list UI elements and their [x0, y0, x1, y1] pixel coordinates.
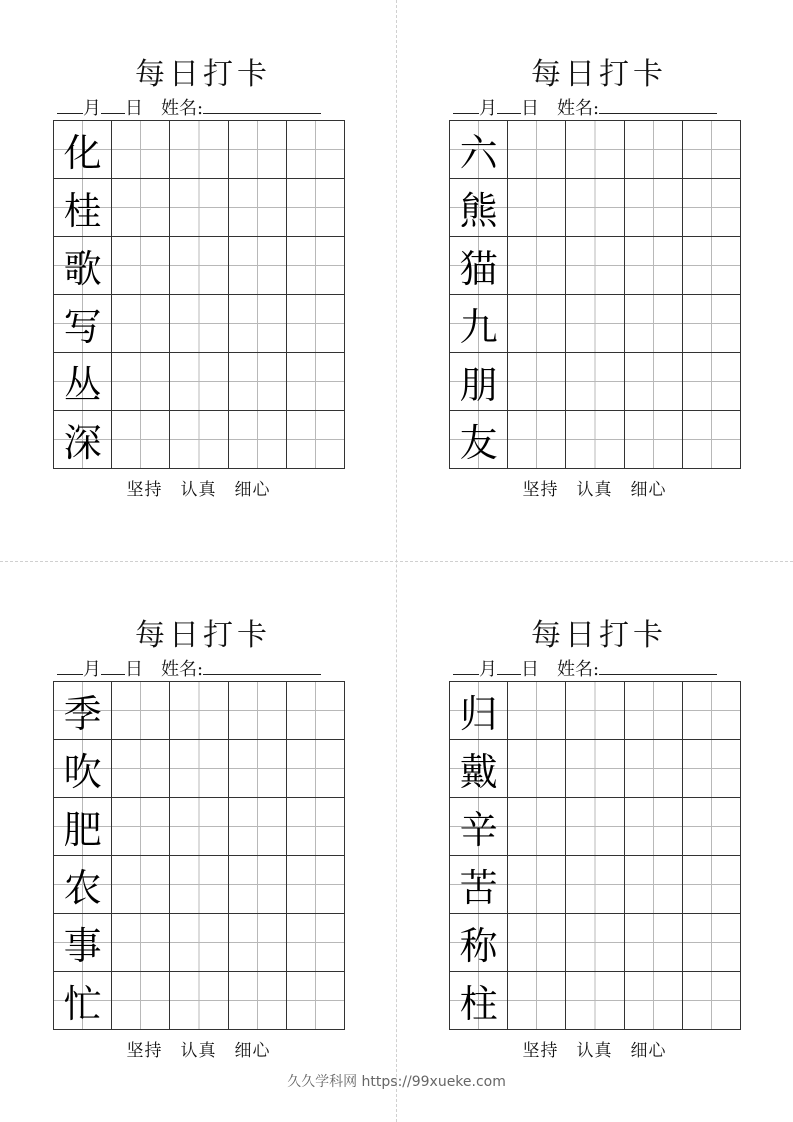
footer-watermark: 久久学科网 https://99xueke.com — [287, 1074, 506, 1090]
date-name-line — [57, 95, 321, 117]
motto-word: 细心 — [234, 1041, 271, 1061]
practice-cell[interactable] — [112, 411, 170, 469]
model-character: 化 — [63, 131, 102, 175]
month-label: 月 — [479, 659, 497, 680]
model-character: 辛 — [459, 808, 498, 852]
model-character-cell — [450, 914, 508, 972]
model-character-cell — [450, 856, 508, 914]
card-title: 每日打卡 — [531, 618, 667, 653]
practice-cell[interactable] — [287, 914, 345, 972]
model-character-cell — [450, 353, 508, 411]
practice-cell[interactable] — [287, 798, 345, 856]
practice-cell[interactable] — [112, 121, 170, 179]
practice-cell[interactable] — [229, 411, 287, 469]
practice-cell[interactable] — [112, 972, 170, 1030]
practice-cell[interactable] — [625, 295, 683, 353]
model-character-cell — [54, 914, 112, 972]
practice-cell[interactable] — [287, 411, 345, 469]
model-character-cell — [54, 682, 112, 740]
motto-line — [449, 475, 740, 500]
name-label: 姓名: — [161, 659, 204, 680]
practice-cell[interactable] — [683, 121, 741, 179]
practice-cell[interactable] — [625, 353, 683, 411]
practice-cell[interactable] — [625, 682, 683, 740]
model-character-cell — [450, 237, 508, 295]
practice-cell[interactable] — [170, 295, 228, 353]
practice-cell[interactable] — [170, 972, 228, 1030]
practice-card — [449, 55, 749, 535]
date-name-line — [453, 95, 717, 117]
practice-card — [53, 55, 353, 535]
practice-cell[interactable] — [287, 295, 345, 353]
practice-cell[interactable] — [170, 237, 228, 295]
motto-word: 认真 — [576, 1041, 613, 1061]
motto-word: 认真 — [180, 480, 217, 500]
name-label: 姓名: — [557, 98, 600, 119]
model-character-cell — [450, 179, 508, 237]
practice-cell[interactable] — [229, 798, 287, 856]
month-blank[interactable] — [57, 656, 83, 675]
practice-cell[interactable] — [625, 121, 683, 179]
practice-cell[interactable] — [229, 179, 287, 237]
name-blank[interactable] — [203, 95, 321, 114]
practice-cell[interactable] — [625, 856, 683, 914]
practice-cell[interactable] — [508, 856, 566, 914]
day-label: 日 — [521, 98, 539, 119]
model-character: 猫 — [459, 247, 498, 291]
model-character: 肥 — [63, 808, 102, 852]
practice-cell[interactable] — [683, 179, 741, 237]
motto-line — [53, 1036, 344, 1061]
practice-cell[interactable] — [683, 914, 741, 972]
practice-card — [53, 616, 353, 1096]
practice-cell[interactable] — [170, 179, 228, 237]
motto-word: 坚持 — [522, 1041, 559, 1061]
day-label: 日 — [125, 659, 143, 680]
practice-cell[interactable] — [625, 411, 683, 469]
practice-cell[interactable] — [229, 121, 287, 179]
practice-cell[interactable] — [229, 237, 287, 295]
motto-word: 坚持 — [126, 1041, 163, 1061]
motto-word: 坚持 — [522, 480, 559, 500]
practice-cell[interactable] — [112, 179, 170, 237]
practice-cell[interactable] — [508, 740, 566, 798]
model-character: 苦 — [459, 866, 498, 910]
model-character: 丛 — [63, 363, 102, 407]
practice-cell[interactable] — [683, 798, 741, 856]
model-character: 六 — [459, 131, 498, 175]
practice-cell[interactable] — [287, 972, 345, 1030]
practice-cell[interactable] — [508, 972, 566, 1030]
practice-cell[interactable] — [287, 856, 345, 914]
practice-cell[interactable] — [170, 353, 228, 411]
practice-cell[interactable] — [683, 237, 741, 295]
horizontal-cut-line — [0, 561, 793, 562]
model-character: 深 — [63, 421, 102, 465]
day-blank[interactable] — [497, 95, 521, 114]
practice-cell[interactable] — [566, 914, 624, 972]
month-blank[interactable] — [453, 95, 479, 114]
practice-cell[interactable] — [287, 682, 345, 740]
day-label: 日 — [521, 659, 539, 680]
practice-cell[interactable] — [229, 914, 287, 972]
practice-cell[interactable] — [566, 179, 624, 237]
practice-cell[interactable] — [625, 740, 683, 798]
practice-cell[interactable] — [112, 798, 170, 856]
model-character-cell — [54, 798, 112, 856]
writing-grid — [449, 681, 741, 1030]
model-character-cell — [54, 121, 112, 179]
day-blank[interactable] — [101, 656, 125, 675]
practice-cell[interactable] — [287, 353, 345, 411]
model-character-cell — [54, 295, 112, 353]
day-label: 日 — [125, 98, 143, 119]
practice-cell[interactable] — [566, 353, 624, 411]
model-character: 柱 — [459, 982, 498, 1026]
practice-cell[interactable] — [229, 295, 287, 353]
practice-cell[interactable] — [229, 740, 287, 798]
practice-cell[interactable] — [683, 856, 741, 914]
practice-cell[interactable] — [287, 179, 345, 237]
writing-grid — [53, 120, 345, 469]
card-title: 每日打卡 — [531, 57, 667, 92]
model-character-cell — [450, 798, 508, 856]
model-character: 桂 — [63, 189, 102, 233]
practice-cell[interactable] — [508, 353, 566, 411]
practice-cell[interactable] — [625, 237, 683, 295]
name-label: 姓名: — [161, 98, 204, 119]
card-title: 每日打卡 — [135, 57, 271, 92]
model-character: 友 — [459, 421, 498, 465]
practice-cell[interactable] — [287, 237, 345, 295]
practice-cell[interactable] — [112, 353, 170, 411]
practice-cell[interactable] — [229, 972, 287, 1030]
practice-cell[interactable] — [566, 740, 624, 798]
month-blank[interactable] — [453, 656, 479, 675]
practice-cell[interactable] — [112, 237, 170, 295]
model-character-cell — [54, 353, 112, 411]
practice-cell[interactable] — [625, 179, 683, 237]
practice-cell[interactable] — [287, 740, 345, 798]
model-character: 吹 — [63, 750, 102, 794]
practice-cell[interactable] — [566, 972, 624, 1030]
model-character-cell — [54, 972, 112, 1030]
practice-cell[interactable] — [170, 682, 228, 740]
practice-cell[interactable] — [566, 121, 624, 179]
date-name-line — [57, 656, 321, 678]
motto-line — [53, 475, 344, 500]
model-character: 归 — [459, 692, 498, 736]
writing-grid — [53, 681, 345, 1030]
card-title: 每日打卡 — [135, 618, 271, 653]
practice-cell[interactable] — [508, 914, 566, 972]
practice-cell[interactable] — [229, 856, 287, 914]
model-character-cell — [450, 682, 508, 740]
practice-cell[interactable] — [625, 972, 683, 1030]
model-character: 忙 — [63, 982, 102, 1026]
practice-cell[interactable] — [508, 798, 566, 856]
practice-cell[interactable] — [566, 856, 624, 914]
model-character: 季 — [63, 692, 102, 736]
model-character-cell — [54, 411, 112, 469]
practice-cell[interactable] — [683, 682, 741, 740]
practice-cell[interactable] — [287, 121, 345, 179]
month-label: 月 — [83, 98, 101, 119]
practice-cell[interactable] — [625, 798, 683, 856]
writing-grid — [449, 120, 741, 469]
practice-cell[interactable] — [508, 295, 566, 353]
practice-cell[interactable] — [112, 914, 170, 972]
practice-cell[interactable] — [683, 411, 741, 469]
practice-cell[interactable] — [566, 682, 624, 740]
motto-word: 细心 — [630, 480, 667, 500]
practice-cell[interactable] — [112, 295, 170, 353]
practice-cell[interactable] — [508, 682, 566, 740]
practice-cell[interactable] — [229, 353, 287, 411]
date-name-line — [453, 656, 717, 678]
practice-cell[interactable] — [112, 856, 170, 914]
motto-word: 细心 — [234, 480, 271, 500]
name-blank[interactable] — [203, 656, 321, 675]
model-character: 戴 — [459, 750, 498, 794]
practice-cell[interactable] — [683, 740, 741, 798]
practice-cell[interactable] — [566, 295, 624, 353]
model-character: 事 — [63, 924, 102, 968]
day-blank[interactable] — [497, 656, 521, 675]
practice-cell[interactable] — [566, 798, 624, 856]
model-character: 九 — [459, 305, 498, 349]
practice-cell[interactable] — [112, 740, 170, 798]
practice-cell[interactable] — [112, 682, 170, 740]
model-character-cell — [450, 121, 508, 179]
practice-cell[interactable] — [508, 237, 566, 295]
practice-cell[interactable] — [170, 856, 228, 914]
practice-cell[interactable] — [170, 798, 228, 856]
model-character-cell — [54, 179, 112, 237]
name-label: 姓名: — [557, 659, 600, 680]
practice-cell[interactable] — [508, 411, 566, 469]
model-character-cell — [54, 856, 112, 914]
model-character: 歌 — [63, 247, 102, 291]
practice-card — [449, 616, 749, 1096]
practice-cell[interactable] — [683, 972, 741, 1030]
model-character-cell — [450, 740, 508, 798]
motto-line — [449, 1036, 740, 1061]
practice-cell[interactable] — [566, 237, 624, 295]
name-blank[interactable] — [599, 656, 717, 675]
practice-cell[interactable] — [170, 914, 228, 972]
model-character-cell — [54, 237, 112, 295]
model-character-cell — [54, 740, 112, 798]
model-character: 熊 — [459, 189, 498, 233]
practice-cell[interactable] — [683, 353, 741, 411]
model-character: 写 — [63, 305, 102, 349]
practice-cell[interactable] — [170, 121, 228, 179]
model-character-cell — [450, 411, 508, 469]
month-label: 月 — [479, 98, 497, 119]
motto-word: 坚持 — [126, 480, 163, 500]
practice-cell[interactable] — [683, 295, 741, 353]
day-blank[interactable] — [101, 95, 125, 114]
model-character-cell — [450, 295, 508, 353]
name-blank[interactable] — [599, 95, 717, 114]
practice-cell[interactable] — [508, 179, 566, 237]
model-character: 农 — [63, 866, 102, 910]
motto-word: 认真 — [576, 480, 613, 500]
practice-cell[interactable] — [170, 740, 228, 798]
motto-word: 细心 — [630, 1041, 667, 1061]
motto-word: 认真 — [180, 1041, 217, 1061]
model-character: 朋 — [459, 363, 498, 407]
month-blank[interactable] — [57, 95, 83, 114]
model-character-cell — [450, 972, 508, 1030]
practice-cell[interactable] — [229, 682, 287, 740]
month-label: 月 — [83, 659, 101, 680]
practice-cell[interactable] — [566, 411, 624, 469]
practice-cell[interactable] — [508, 121, 566, 179]
practice-cell[interactable] — [170, 411, 228, 469]
practice-cell[interactable] — [625, 914, 683, 972]
model-character: 称 — [459, 924, 498, 968]
